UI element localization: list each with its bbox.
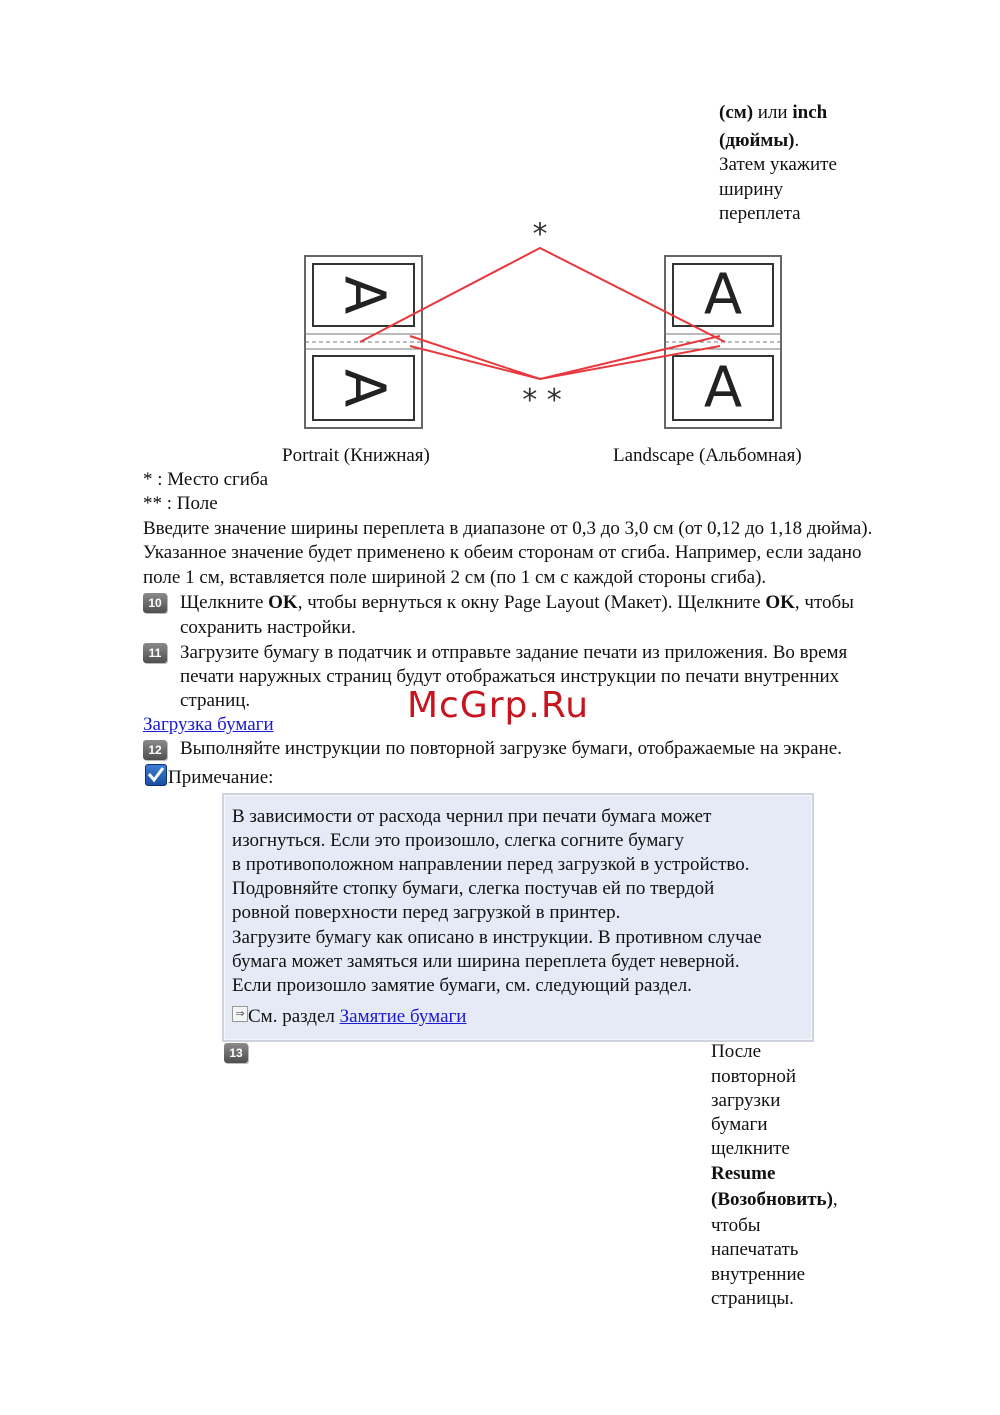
note-line-2: изогнуться. Если это произошло, слегка согните бумагу — [232, 830, 685, 851]
step-11-line-1: Загрузите бумагу в податчик и отправьте задание печати из приложения. Во время — [180, 642, 848, 663]
note-box — [222, 793, 814, 1042]
step-11-line-3: страниц. — [180, 690, 251, 711]
portrait-glyph-bottom: A — [331, 368, 397, 408]
portrait-booklet — [305, 256, 422, 428]
paper-loading-link[interactable]: Загрузка бумаги — [143, 714, 274, 735]
landscape-glyph-bottom: A — [703, 355, 743, 421]
note-line-1: В зависимости от расхода чернил при печати бумага может — [232, 806, 712, 827]
portrait-glyph-top: A — [331, 275, 397, 315]
paper-loading-link-row — [143, 713, 274, 737]
note-line-8: Если произошло замятие бумаги, см. следующий раздел. — [232, 975, 692, 996]
step-13-line-10: внутренние — [711, 1264, 806, 1285]
step-13-line-9: напечатать — [711, 1239, 799, 1260]
paper-jam-link[interactable]: Замятие бумаги — [339, 1006, 467, 1027]
margin-star-marker: * * — [522, 383, 562, 418]
top-text-line-3: Затем укажите — [719, 154, 837, 175]
step-12-badge: 12 — [143, 740, 167, 760]
note-line-4: Подровняйте стопку бумаги, слегка постучав ей по твердой — [232, 878, 715, 899]
top-text-line-1: (см) или inch — [719, 102, 828, 123]
step-13-line-6: Resume — [711, 1163, 776, 1184]
step-13-line-3: загрузки — [711, 1090, 781, 1111]
step-13-badge: 13 — [224, 1043, 248, 1063]
landscape-glyph-top: A — [703, 262, 743, 328]
top-text-line-5: переплета — [719, 203, 801, 224]
step-11-badge: 11 — [143, 643, 167, 663]
caption-landscape: Landscape (Альбомная) — [613, 445, 802, 466]
note-see-reference: См. раздел Замятие бумаги — [248, 1006, 467, 1027]
step-13-line-7: (Возобновить), — [711, 1189, 838, 1210]
legend-fold: * : Место сгиба — [143, 469, 269, 490]
paragraph-line-1: Введите значение ширины переплета в диапазоне от 0,3 до 3,0 см (от 0,12 до 1,18 дюйма). — [143, 518, 873, 539]
top-text-line-2: (дюймы). — [719, 130, 800, 151]
watermark: McGrp.Ru — [407, 685, 590, 726]
note-line-6: Загрузите бумагу как описано в инструкции. В противном случае — [232, 927, 762, 948]
note-line-3: в противоположном направлении перед загрузкой в устройство. — [232, 854, 750, 875]
note-label: Примечание: — [168, 767, 274, 788]
top-text-line-4: ширину — [719, 179, 784, 200]
note-line-7: бумага может замяться или ширина переплета будет неверной. — [232, 951, 740, 972]
binding-diagram — [300, 222, 790, 437]
fold-star-marker: * — [532, 222, 548, 252]
step-10-badge: 10 — [143, 593, 167, 613]
step-12-text: Выполняйте инструкции по повторной загрузке бумаги, отображаемые на экране. — [180, 738, 842, 759]
step-13-line-8: чтобы — [711, 1215, 761, 1236]
legend-margin: ** : Поле — [143, 493, 218, 514]
step-13-line-1: После — [711, 1041, 762, 1062]
step-10-line-1: Щелкните OK, чтобы вернуться к окну Page Layout (Макет). Щелкните OK, чтобы — [180, 592, 854, 613]
paragraph-line-3: поле 1 см, вставляется поле шириной 2 см (по 1 см с каждой стороны сгиба). — [143, 567, 767, 588]
caption-portrait: Portrait (Книжная) — [282, 445, 430, 466]
step-10-line-2: сохранить настройки. — [180, 617, 356, 638]
step-13-line-2: повторной — [711, 1066, 797, 1087]
note-icon — [145, 764, 167, 786]
see-reference-icon: ⇒ — [232, 1006, 248, 1022]
checkmark-icon — [146, 765, 166, 785]
note-line-5: ровной поверхности перед загрузкой в принтер. — [232, 902, 621, 923]
step-11-line-2: печати наружных страниц будут отображаться инструкции по печати внутренних — [180, 666, 840, 687]
paragraph-line-2: Указанное значение будет применено к обеим сторонам от сгиба. Например, если задано — [143, 542, 862, 563]
step-13-line-5: щелкните — [711, 1138, 790, 1159]
step-13-line-4: бумаги — [711, 1114, 768, 1135]
step-13-line-11: страницы. — [711, 1288, 794, 1309]
